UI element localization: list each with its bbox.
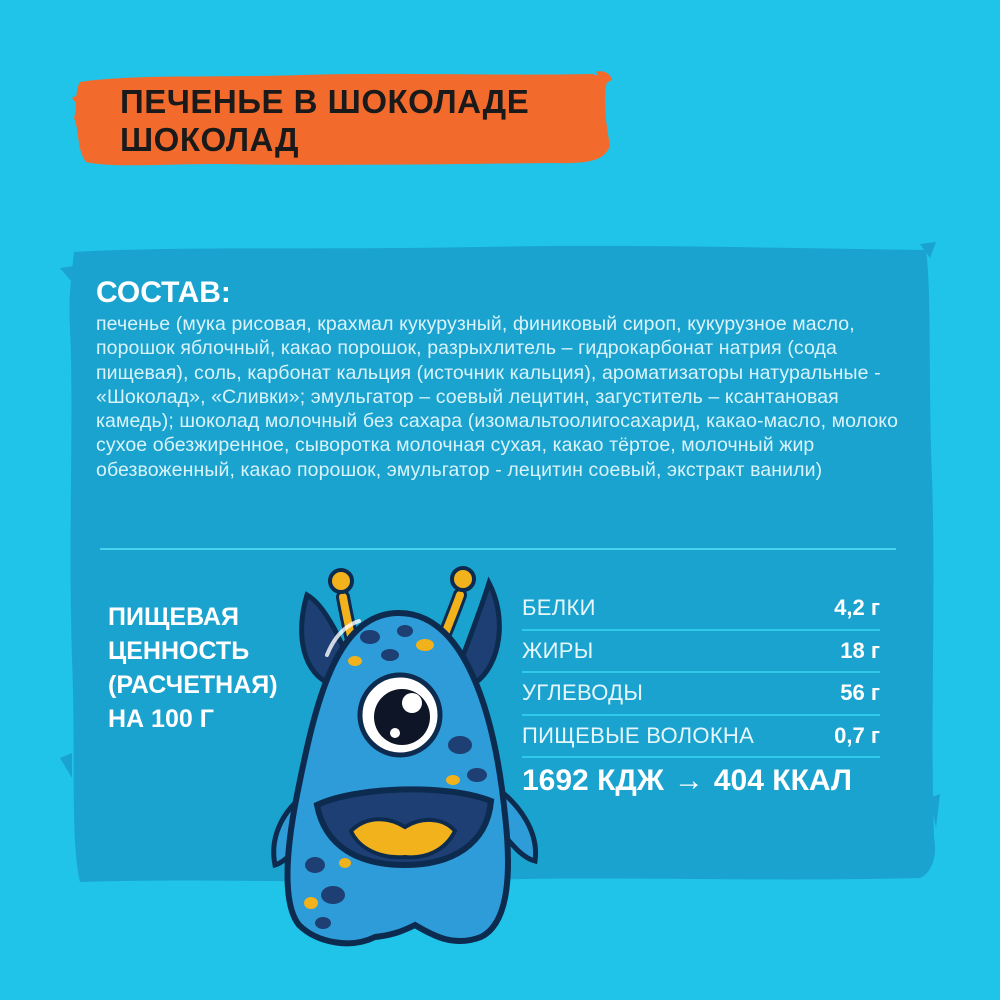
energy-value xyxy=(522,764,852,798)
nutrient-name: ЖИРЫ xyxy=(522,637,594,663)
one-eyed-monster-icon xyxy=(255,565,555,960)
nutrient-value: 4,2 г xyxy=(834,595,880,620)
monster-mascot xyxy=(255,565,555,960)
nutrition-label-line: ЦЕННОСТЬ xyxy=(108,637,250,665)
nutrient-value: 56 г xyxy=(840,680,880,705)
nutrient-name: БЕЛКИ xyxy=(522,595,596,620)
arrow-right-icon: → xyxy=(673,764,704,797)
nutrition-label-line: (РАСЧЕТНАЯ) xyxy=(108,671,278,699)
nutrition-table xyxy=(522,588,880,758)
nutrition-row xyxy=(522,631,880,674)
nutrient-value: 18 г xyxy=(840,637,880,663)
composition-heading: СОСТАВ: xyxy=(96,276,231,309)
title-line-2: ШОКОЛАД xyxy=(120,121,300,158)
composition-text: печенье (мука рисовая, крахмал кукурузный, финиковый сироп, кукурузное масло, порошок яблочный, какао порошок, разрыхлитель – гидрокарбонат натрия (сода пищевая), соль, карбонат кальция (источник кальция), ароматизаторы натуральные - «Шоколад», «Сливки»; эмульгатор – соевый лецитин, загуститель – ксантановая камедь); шоколад молочный без сахара (изомальтоолигосахарид, какао-масло, молоко сухое обезжиренное, сыворотка молочная сухая, какао тёртое, молочный жир обезвоженный, какао порошок, эмульгатор - лецитин соевый, экстракт ванили) xyxy=(96,313,899,481)
nutrition-row xyxy=(522,673,880,716)
title-line-1: ПЕЧЕНЬЕ В ШОКОЛАДЕ xyxy=(120,83,530,120)
nutrition-row xyxy=(522,588,880,631)
nutrition-label xyxy=(108,600,278,736)
nutrient-name: УГЛЕВОДЫ xyxy=(522,680,644,705)
section-divider xyxy=(100,548,896,550)
nutrition-label-line: ПИЩЕВАЯ xyxy=(108,603,239,631)
nutrition-row xyxy=(522,716,880,759)
nutrient-name: ПИЩЕВЫЕ ВОЛОКНА xyxy=(522,722,755,748)
composition-section xyxy=(96,276,916,482)
energy-kj: 1692 КДЖ xyxy=(522,764,664,797)
nutrition-label-line: НА 100 Г xyxy=(108,705,214,733)
title-banner xyxy=(72,68,612,170)
energy-kcal: 404 ККАЛ xyxy=(713,764,852,797)
nutrient-value: 0,7 г xyxy=(834,722,880,748)
